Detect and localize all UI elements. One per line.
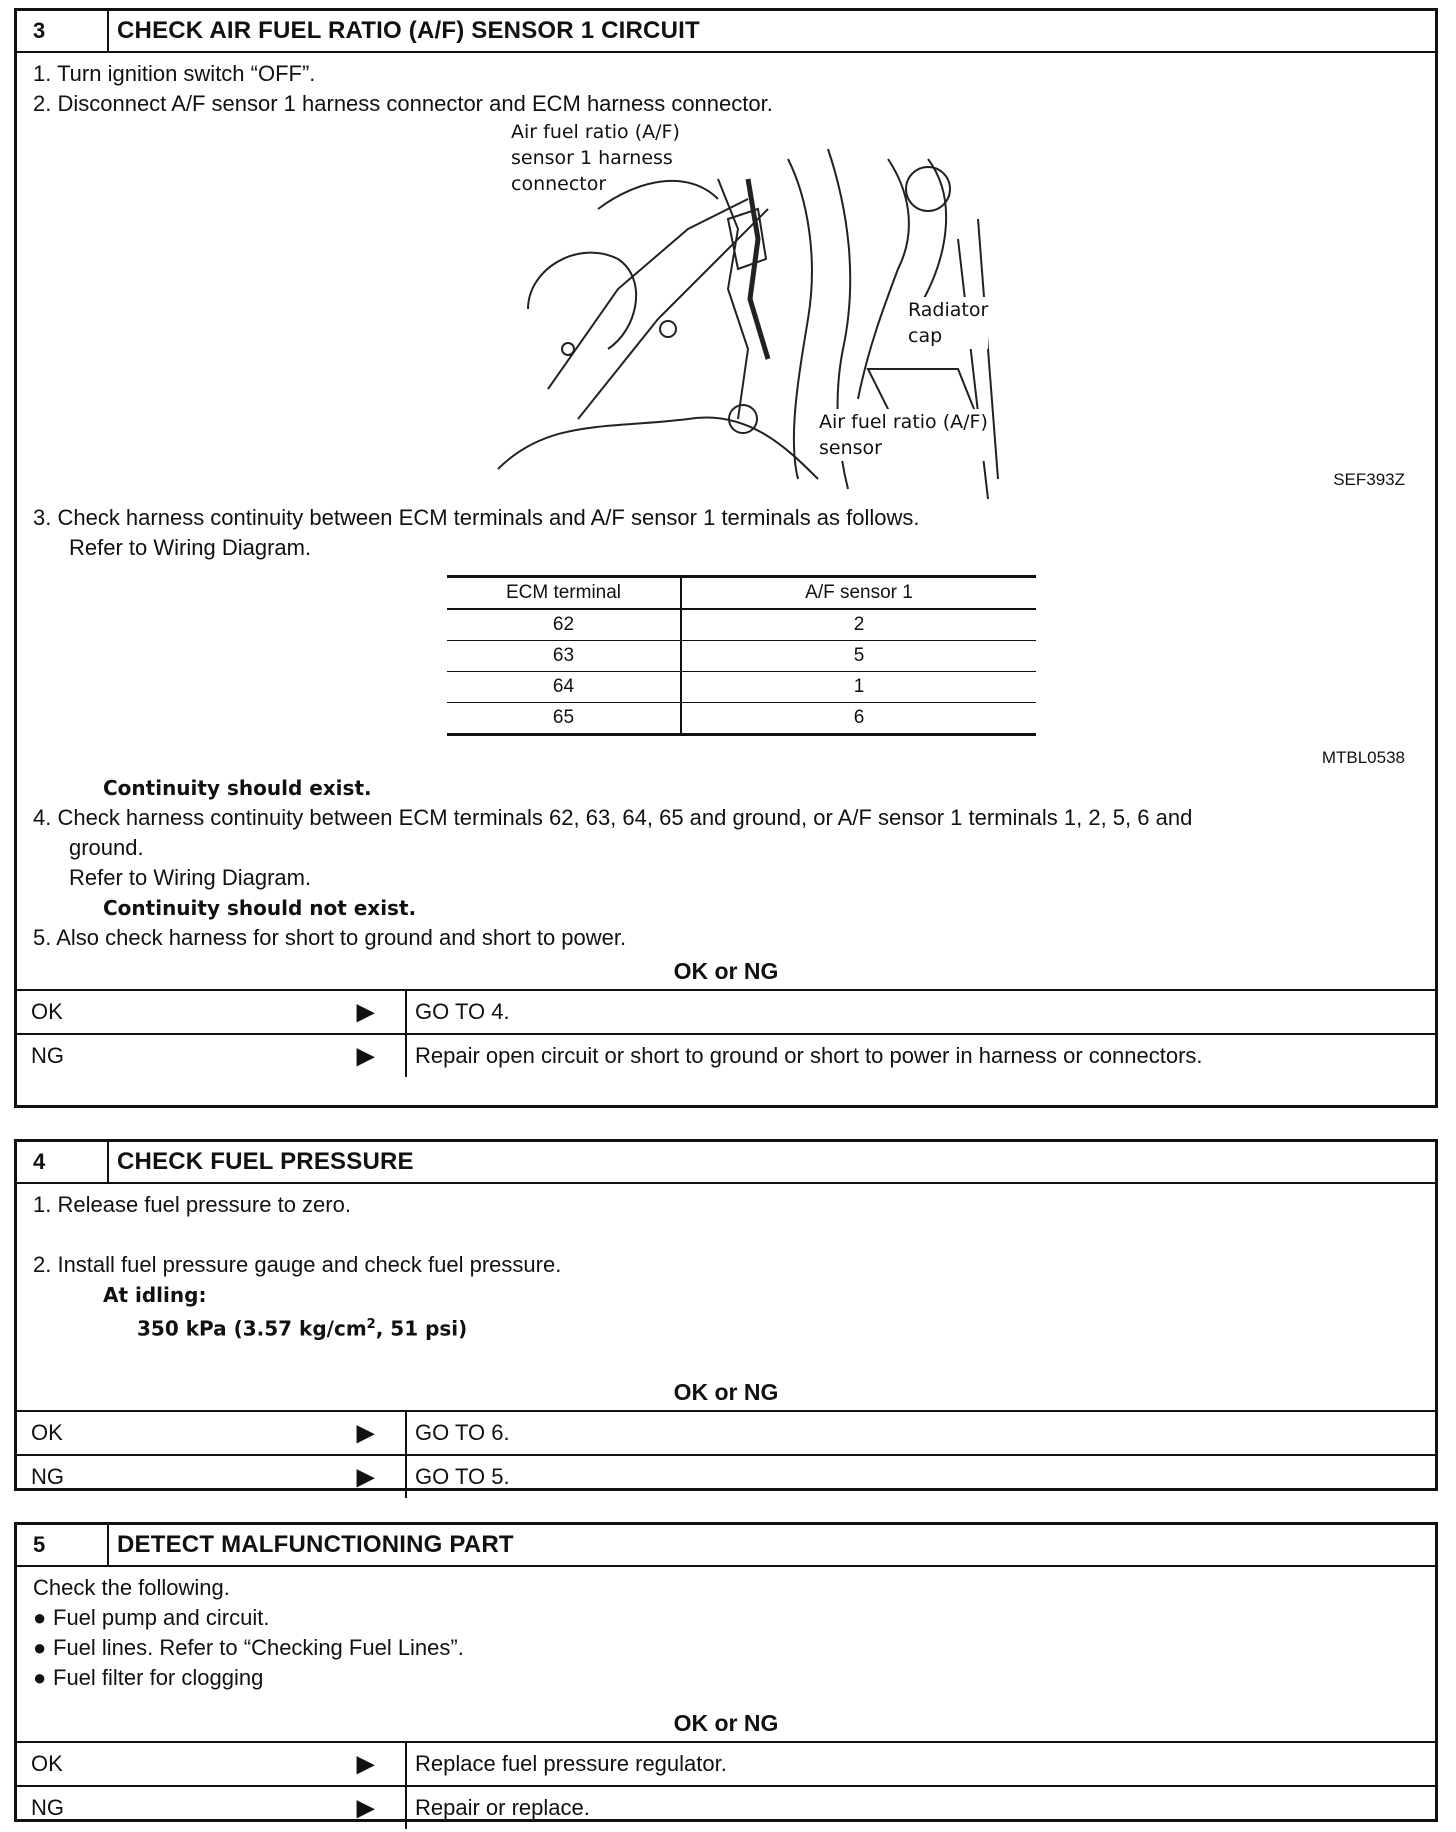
sensor-label-line: sensor: [819, 437, 882, 459]
arrow-icon: ▶: [356, 998, 375, 1026]
result-row-ng: [17, 1454, 1435, 1498]
step-5-box: [14, 1522, 1438, 1822]
list-item: [33, 1633, 1419, 1663]
table-code: MTBL0538: [1321, 748, 1405, 767]
instruction-4-cont: ground.: [69, 835, 144, 860]
bullet-icon: ●: [33, 1665, 47, 1690]
column-header: ECM terminal: [447, 577, 681, 610]
table-cell: 1: [681, 672, 1036, 703]
result-action: Replace fuel pressure regulator.: [415, 1751, 727, 1776]
result-label: OK: [31, 1420, 63, 1445]
table-cell: 62: [447, 609, 681, 641]
step-5-body: [17, 1567, 1435, 1705]
arrow-icon: ▶: [356, 1463, 375, 1491]
arrow-icon: ▶: [356, 1042, 375, 1070]
instruction-5: 5. Also check harness for short to ground and short to power.: [33, 925, 627, 950]
result-row-ng: [17, 1033, 1435, 1077]
step-number: 5: [17, 1525, 109, 1565]
instruction-3-ref: Refer to Wiring Diagram.: [69, 535, 312, 560]
step-3-body: [17, 53, 1435, 953]
list-item-text: Fuel pump and circuit.: [53, 1605, 270, 1630]
table-row: [447, 672, 1036, 703]
step-title: CHECK AIR FUEL RATIO (A/F) SENSOR 1 CIRCUIT: [117, 17, 700, 44]
list-item-text: Fuel filter for clogging: [53, 1665, 264, 1690]
result-row-ok: [17, 989, 1435, 1033]
instruction-4: 4. Check harness continuity between ECM terminals 62, 63, 64, 65 and ground, or A/F sensor 1 terminals 1, 2, 5, 6 and: [33, 805, 1193, 830]
connector-label-line: sensor 1 harness: [511, 147, 673, 169]
table-cell: 64: [447, 672, 681, 703]
table-cell: 6: [681, 703, 1036, 735]
intro-text: Check the following.: [33, 1575, 230, 1600]
instruction-1: 1. Release fuel pressure to zero.: [33, 1192, 351, 1217]
ok-or-ng-label: OK or NG: [673, 1710, 779, 1736]
bullet-icon: ●: [33, 1605, 47, 1630]
result-label: NG: [31, 1043, 64, 1068]
list-item: [33, 1663, 1419, 1693]
step-number: 3: [17, 11, 109, 51]
af-sensor-label: [819, 409, 988, 461]
step-number: 4: [17, 1142, 109, 1182]
arrow-icon: ▶: [356, 1750, 375, 1778]
continuity-not-note: Continuity should not exist.: [103, 896, 417, 920]
pressure-text: 350 kPa (3.57 kg/cm: [137, 1316, 367, 1341]
table-cell: 2: [681, 609, 1036, 641]
table-row: [447, 609, 1036, 641]
step-3-box: [14, 8, 1438, 1108]
connector-label-line: connector: [511, 173, 607, 195]
step-5-header: [17, 1525, 1435, 1567]
table-cell: 63: [447, 641, 681, 672]
column-header: A/F sensor 1: [681, 577, 1036, 610]
arrow-icon: ▶: [356, 1419, 375, 1447]
terminal-table: [447, 575, 1036, 736]
instruction-4-ref: Refer to Wiring Diagram.: [69, 865, 312, 890]
step-3-header: [17, 11, 1435, 53]
result-row-ng: [17, 1785, 1435, 1829]
instruction-2: 2. Install fuel pressure gauge and check fuel pressure.: [33, 1252, 562, 1277]
bullet-icon: ●: [33, 1635, 47, 1660]
radiator-label-line: Radiator: [908, 299, 989, 321]
result-action: Repair open circuit or short to ground or short to power in harness or connectors.: [415, 1043, 1203, 1068]
result-row-ok: [17, 1410, 1435, 1454]
connector-label-line: Air fuel ratio (A/F): [511, 121, 680, 143]
table-row: [447, 703, 1036, 735]
step-4-box: [14, 1139, 1438, 1491]
terminal-table-area: [33, 563, 1419, 773]
step-title: DETECT MALFUNCTIONING PART: [117, 1531, 514, 1558]
radiator-label-line: cap: [908, 325, 943, 347]
table-cell: 5: [681, 641, 1036, 672]
pressure-text: , 51 psi): [375, 1316, 468, 1341]
table-row: [447, 641, 1036, 672]
step-4-header: [17, 1142, 1435, 1184]
radiator-cap-label: [908, 297, 988, 349]
table-header-row: [447, 577, 1036, 610]
result-row-ok: [17, 1741, 1435, 1785]
result-label: OK: [31, 999, 63, 1024]
figure-code: SEF393Z: [1333, 470, 1405, 489]
continuity-exist-note: Continuity should exist.: [103, 776, 372, 800]
sensor-label-line: Air fuel ratio (A/F): [819, 411, 988, 433]
list-item-text: Fuel lines. Refer to “Checking Fuel Lines”.: [53, 1635, 464, 1660]
pressure-value: [33, 1310, 1419, 1344]
instruction-2: 2. Disconnect A/F sensor 1 harness connector and ECM harness connector.: [33, 91, 773, 116]
instruction-1: 1. Turn ignition switch “OFF”.: [33, 61, 316, 86]
pressure-superscript: 2: [366, 1317, 376, 1332]
result-label: OK: [31, 1751, 63, 1776]
list-item: [33, 1603, 1419, 1633]
table-cell: 65: [447, 703, 681, 735]
result-action: GO TO 6.: [415, 1420, 510, 1445]
result-action: GO TO 5.: [415, 1464, 510, 1489]
step-title: CHECK FUEL PRESSURE: [117, 1148, 414, 1175]
connector-label: [511, 119, 680, 197]
result-label: NG: [31, 1464, 64, 1489]
result-label: NG: [31, 1795, 64, 1820]
ok-or-ng-label: OK or NG: [673, 958, 779, 984]
result-action: GO TO 4.: [415, 999, 510, 1024]
at-idling-label: At idling:: [103, 1283, 207, 1307]
ok-or-ng-label: OK or NG: [673, 1379, 779, 1405]
step-4-body: [17, 1184, 1435, 1374]
engine-figure: [33, 119, 1419, 503]
instruction-3: 3. Check harness continuity between ECM terminals and A/F sensor 1 terminals as follows.: [33, 505, 920, 530]
result-action: Repair or replace.: [415, 1795, 590, 1820]
arrow-icon: ▶: [356, 1794, 375, 1822]
